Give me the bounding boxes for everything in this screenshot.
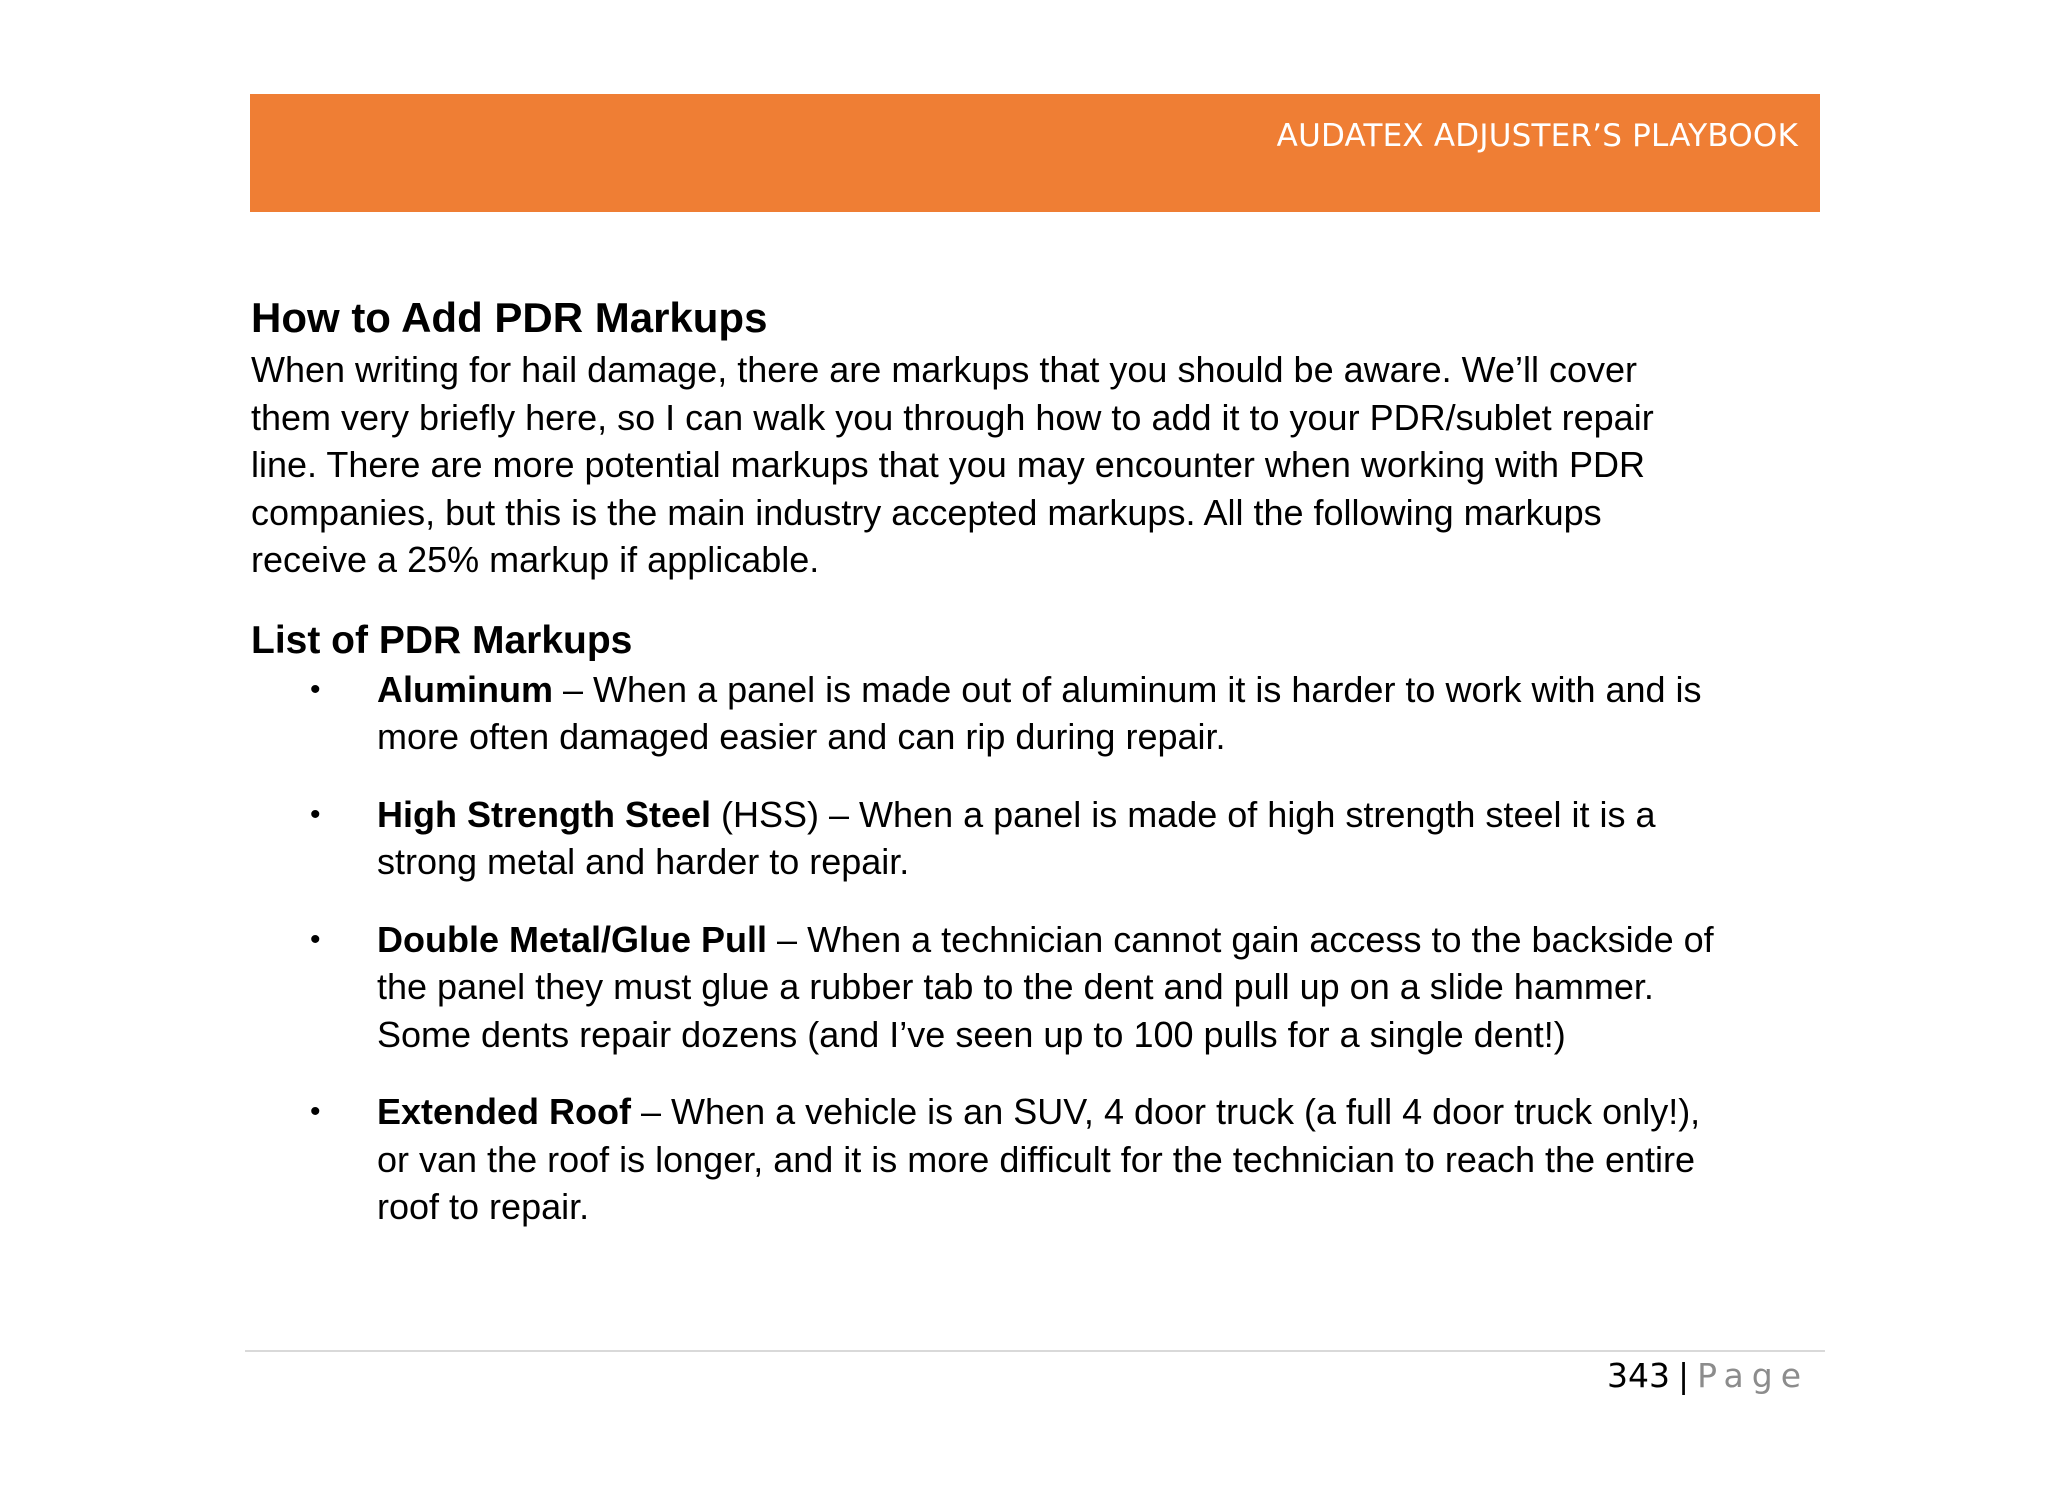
markup-list xyxy=(251,666,1831,1231)
footer-divider xyxy=(245,1350,1825,1352)
list-item-term: Aluminum xyxy=(377,668,553,710)
intro-paragraph xyxy=(251,346,1811,584)
list-item xyxy=(251,1088,1831,1231)
list-item xyxy=(251,666,1831,761)
list-item-first-line xyxy=(377,791,1831,839)
intro-line: When writing for hail damage, there are markups that you should be aware. We’ll cover xyxy=(251,349,1638,390)
list-item-term: High Strength Steel xyxy=(377,793,712,835)
intro-line: line. There are more potential markups that you may encounter when working with PDR xyxy=(251,444,1646,485)
list-item-line: more often damaged easier and can rip during repair. xyxy=(377,716,1226,757)
list-item-line: Some dents repair dozens (and I’ve seen up to 100 pulls for a single dent!) xyxy=(377,1013,1566,1055)
header-band xyxy=(250,94,1820,212)
bullet-icon: • xyxy=(310,797,321,831)
list-item-term: Extended Roof xyxy=(377,1091,632,1132)
list-item-first-line xyxy=(377,1088,1831,1136)
list-item-first-line xyxy=(377,916,1831,964)
list-item xyxy=(251,916,1831,1059)
list-item-text: (HSS) – When a panel is made of high strength steel it is a xyxy=(711,793,1656,835)
list-item-text: – When a vehicle is an SUV, 4 door truck (a full 4 door truck only!), xyxy=(631,1091,1701,1132)
list-heading: List of PDR Markups xyxy=(251,618,633,662)
page-label: Page xyxy=(1697,1356,1809,1395)
list-item-line: roof to repair. xyxy=(377,1186,590,1227)
list-item-first-line xyxy=(377,666,1831,714)
bullet-icon: • xyxy=(310,1095,321,1128)
page-content xyxy=(251,290,1831,1261)
list-item-text: – When a panel is made out of aluminum it is harder to work with and is xyxy=(553,668,1702,710)
intro-line: receive a 25% markup if applicable. xyxy=(251,539,820,580)
list-item-line: the panel they must glue a rubber tab to the dent and pull up on a slide hammer. xyxy=(377,966,1654,1007)
list-item-line: or van the roof is longer, and it is more difficult for the technician to reach the entire xyxy=(377,1138,1696,1180)
bullet-icon: • xyxy=(310,672,321,706)
page-number-value: 343 xyxy=(1606,1356,1670,1395)
page-number xyxy=(1607,1356,1809,1395)
bullet-icon: • xyxy=(310,922,321,956)
header-title: AUDATEX ADJUSTER’S PLAYBOOK xyxy=(1276,118,1798,154)
list-item-text: – When a technician cannot gain access to the backside of xyxy=(767,918,1714,960)
list-item-term: Double Metal/Glue Pull xyxy=(377,918,768,960)
list-item xyxy=(251,791,1831,886)
intro-line: companies, but this is the main industry accepted markups. All the following markups xyxy=(251,491,1602,533)
section-heading: How to Add PDR Markups xyxy=(251,294,768,341)
list-item-line: strong metal and harder to repair. xyxy=(377,841,910,882)
page-number-separator: | xyxy=(1677,1356,1690,1395)
intro-line: them very briefly here, so I can walk you through how to add it to your PDR/sublet repair xyxy=(251,396,1654,438)
